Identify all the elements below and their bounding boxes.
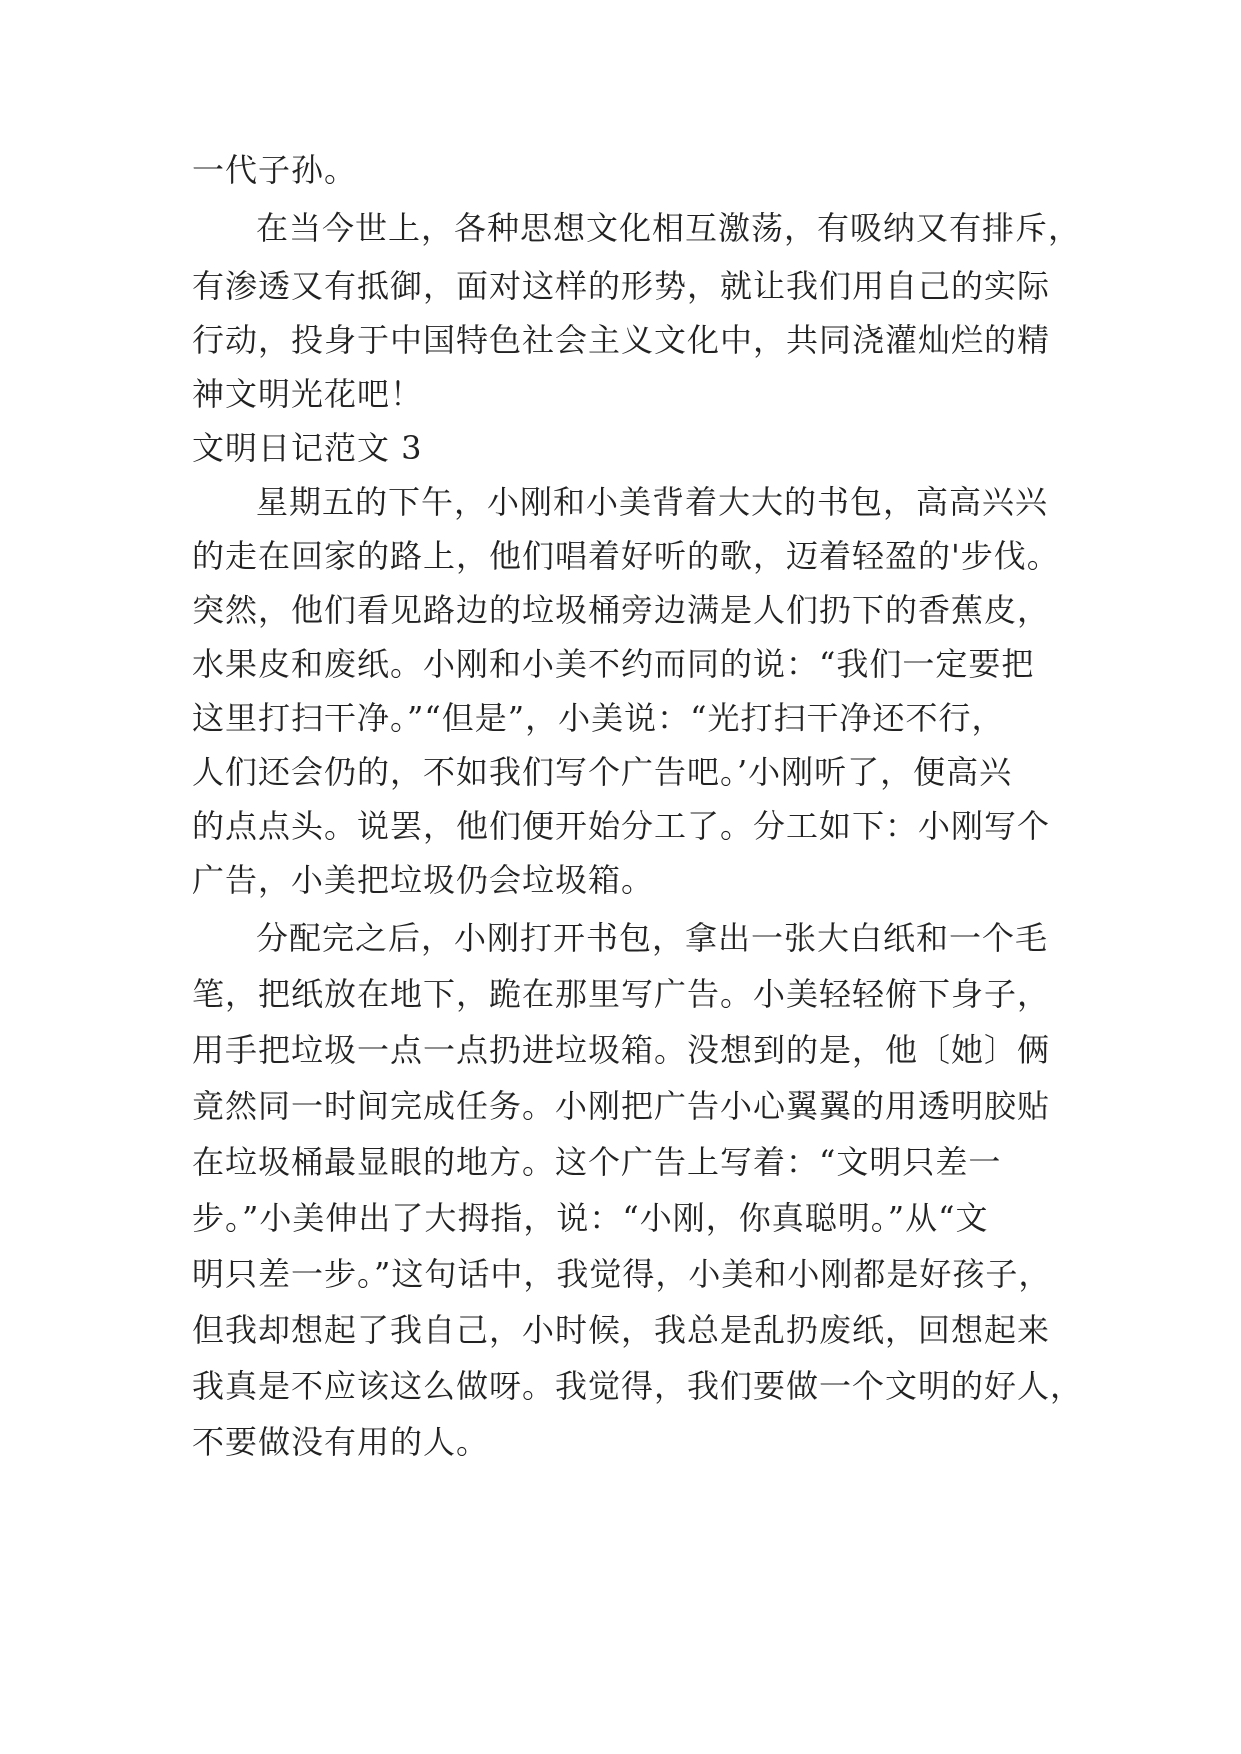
text-line: 步。”小美伸出了大拇指，说：“小刚，你真聪明。”从“文 <box>192 1199 989 1237</box>
text-line: 突然，他们看见路边的垃圾桶旁边满是人们扔下的香蕉皮， <box>192 591 1051 629</box>
text-line: 水果皮和废纸。小刚和小美不约而同的说：“我们一定要把 <box>192 645 1035 683</box>
text-line: 但我却想起了我自己，小时候，我总是乱扔废纸，回想起来 <box>192 1311 1051 1349</box>
text-line: 广告，小美把垃圾仍会垃圾箱。 <box>192 861 655 899</box>
text-line: 我真是不应该这么做呀。我觉得，我们要做一个文明的好人， <box>192 1367 1084 1405</box>
paragraph-first-line: 星期五的下午，小刚和小美背着大大的书包，高高兴兴 <box>256 483 1049 521</box>
text-line: 用手把垃圾一点一点扔进垃圾箱。没想到的是，他〔她〕俩 <box>192 1031 1051 1069</box>
paragraph-first-line: 分配完之后，小刚打开书包，拿出一张大白纸和一个毛 <box>256 919 1049 957</box>
text-line: 不要做没有用的人。 <box>192 1423 490 1461</box>
text-line: 在垃圾桶最显眼的地方。这个广告上写着：“文明只差一 <box>192 1143 1002 1181</box>
text-line: 人们还会仍的，不如我们写个广告吧。’小刚听了，便高兴 <box>192 753 1013 791</box>
text-line: 的点点头。说罢，他们便开始分工了。分工如下：小刚写个 <box>192 807 1051 845</box>
text-line: 竟然同一时间完成任务。小刚把广告小心翼翼的用透明胶贴 <box>192 1087 1051 1125</box>
text-line: 笔，把纸放在地下，跪在那里写广告。小美轻轻俯下身子， <box>192 975 1051 1013</box>
section-heading: 文明日记范文 3 <box>192 429 423 467</box>
text-line: 有渗透又有抵御，面对这样的形势，就让我们用自己的实际 <box>192 267 1051 305</box>
text-line: 这里打扫干净。”“但是”，小美说：“光打扫干净还不行， <box>192 699 1005 737</box>
text-line: 神文明光花吧！ <box>192 375 424 413</box>
text-line: 行动，投身于中国特色社会主义文化中，共同浇灌灿烂的精 <box>192 321 1051 359</box>
paragraph-first-line: 在当今世上，各种思想文化相互激荡，有吸纳又有排斥， <box>256 209 1082 247</box>
text-line: 明只差一步。”这句话中，我觉得，小美和小刚都是好孩子， <box>192 1255 1052 1293</box>
text-line: 一代子孙。 <box>192 151 358 189</box>
text-line: 的走在回家的路上，他们唱着好听的歌，迈着轻盈的'步伐。 <box>192 537 1060 575</box>
